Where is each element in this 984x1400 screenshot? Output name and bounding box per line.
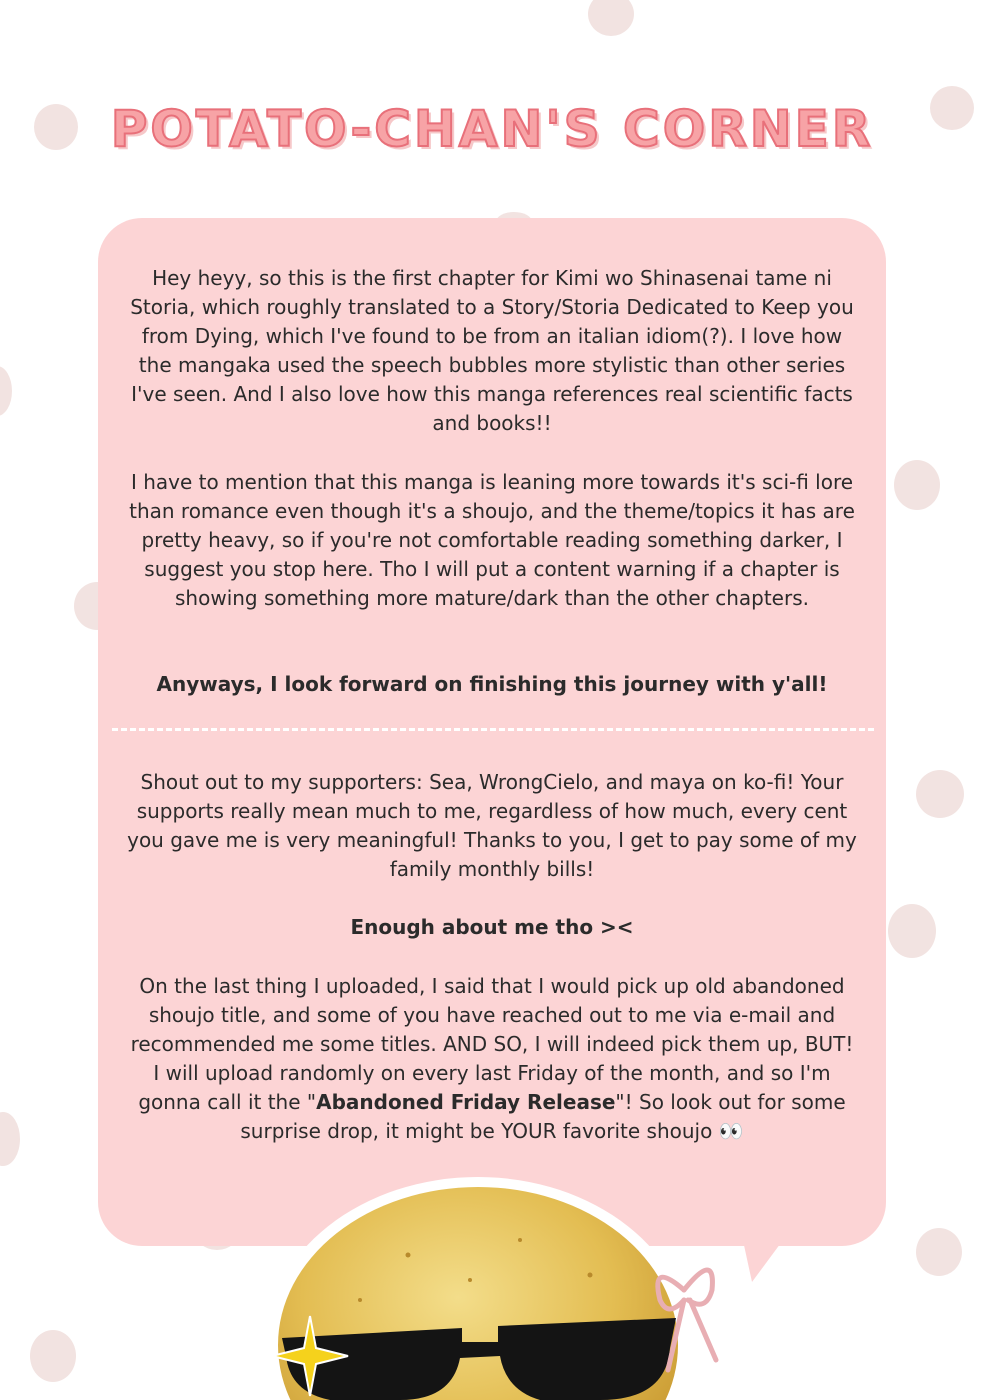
abandoned-friday-release-label: Abandoned Friday Release	[316, 1090, 616, 1114]
enough-line: Enough about me tho ><	[350, 915, 634, 939]
warning-paragraph: I have to mention that this manga is leaning more towards it's sci-fi lore than romance even though it's a shoujo, and the theme/topics it has are pretty heavy, so if you're not comfortable reading something darker, I suggest you stop here. Tho I will put a content warning if a chapter is showing something more mature/dark than the other chapters.	[129, 470, 855, 610]
announcement-text-end: "! So look out for some surprise drop, it might be YOUR favorite shoujo 👀	[240, 1090, 846, 1143]
page-title: POTATO-CHAN'S CORNER	[110, 100, 874, 158]
shoutout-paragraph: Shout out to my supporters: Sea, WrongCielo, and maya on ko-fi! Your supports really mean much to me, regardless of how much, every cent you gave me is very meaningful! Thanks to you, I get to pay some of my family monthly bills!	[127, 770, 857, 881]
announcement-text-start: On the last thing I uploaded, I said that I would pick up old abandoned shoujo title, and some of you have reached out to me via e-mail and recommended me some titles. AND SO, I will indeed pick them up, BUT! I will upload randomly on every last Friday of the month, and so I'm gonna call it the "	[130, 974, 854, 1114]
closing-line: Anyways, I look forward on finishing this journey with y'all!	[156, 672, 828, 696]
intro-paragraph: Hey heyy, so this is the first chapter for Kimi wo Shinasenai tame ni Storia, which roughly translated to a Story/Storia Dedicated to Keep you from Dying, which I've found to be from an italian idiom(?). I love how the mangaka used the speech bubbles more stylistic than other series I've seen. And I also love how this manga references real scientific facts and books!!	[130, 266, 854, 435]
